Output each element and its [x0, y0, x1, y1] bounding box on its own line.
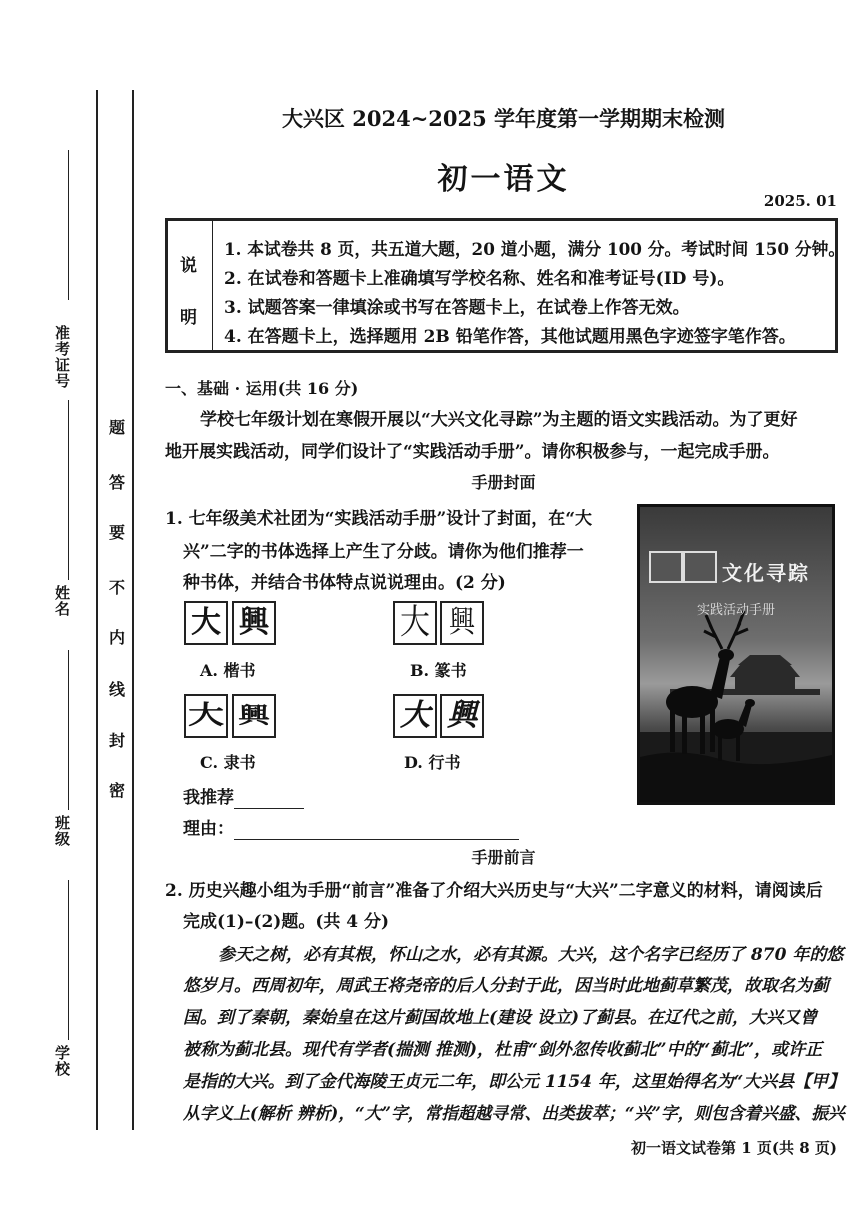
reason-label: 理由：: [183, 819, 234, 839]
seal-char: 线: [108, 680, 125, 699]
instructions-label-bottom: 明: [180, 308, 197, 328]
recommend-field: [183, 783, 304, 809]
seal-char: 题: [108, 418, 125, 437]
seal-char: 要: [108, 523, 125, 542]
question-1-text: 种书体，并结合书体特点说说理由。(2 分): [183, 573, 506, 593]
seal-char: 内: [108, 628, 125, 647]
calligraphy-sample-xing: 興: [232, 694, 276, 738]
seal-char: 密: [108, 781, 125, 800]
reason-field: [183, 814, 519, 840]
option-d-label: D. 行书: [404, 753, 461, 772]
option-a-label: A. 楷书: [200, 661, 256, 680]
binding-border-outer: [96, 90, 98, 1130]
passage-line: 是指的大兴。到了金代海陵王贞元二年，即公元 1154 年，这里始得名为“大兴县【甲】: [183, 1072, 845, 1092]
cover-illustration: [640, 507, 832, 802]
admission-number-line-lower: [68, 400, 69, 580]
passage-line: 悠岁月。西周初年，周武王将尧帝的后人分封于此，因当时此地蓟草繁茂，故取名为蓟: [183, 976, 829, 996]
instruction-item: 1. 本试卷共 8 页，共五道大题，20 道小题，满分 100 分。考试时间 150 分钟。: [224, 240, 846, 260]
name-label: 姓名: [53, 585, 71, 617]
seal-char: 不: [108, 578, 125, 597]
instructions-label-cell: [168, 221, 213, 350]
calligraphy-sample-da: 大: [393, 601, 437, 645]
passage-line: 从字义上(解析 辨析)，“大”字，常指超越寻常、出类拔萃；“兴”字，则包含着兴盛、振兴: [183, 1104, 845, 1124]
name-line: [68, 650, 69, 810]
instruction-item: 3. 试题答案一律填涂或书写在答题卡上，在试卷上作答无效。: [224, 298, 690, 318]
school-label: 学校: [53, 1045, 71, 1077]
question-2-text: 2. 历史兴趣小组为手册“前言”准备了介绍大兴历史与“大兴”二字意义的材料，请阅读后: [165, 881, 823, 901]
intro-paragraph-line: 学校七年级计划在寒假开展以“大兴文化寻踪”为主题的语文实践活动。为了更好: [200, 410, 798, 430]
calligraphy-sample-da: 大: [184, 601, 228, 645]
reason-blank[interactable]: [234, 819, 519, 840]
exam-date: 2025. 01: [763, 192, 837, 210]
handbook-cover-image: [637, 504, 835, 805]
subsection-title: 手册封面: [471, 473, 536, 492]
calligraphy-sample-xing: 興: [232, 601, 276, 645]
admission-number-label: 准考证号: [53, 325, 71, 389]
cover-subtitle: 实践活动手册: [696, 603, 775, 618]
cover-title: 文化寻踪: [722, 561, 810, 585]
section-heading: 一、基础 · 运用(共 16 分): [165, 379, 359, 398]
recommend-blank[interactable]: [234, 788, 304, 809]
instruction-item: 4. 在答题卡上，选择题用 2B 铅笔作答，其他试题用黑色字迹签字笔作答。: [224, 327, 796, 347]
calligraphy-sample-xing: 興: [440, 694, 484, 738]
seal-char: 答: [108, 473, 125, 492]
seal-char: 封: [108, 731, 125, 750]
binding-border-inner: [132, 90, 134, 1130]
calligraphy-sample-da: 大: [393, 694, 437, 738]
instructions-box: [165, 218, 846, 353]
passage-line: 参天之树，必有其根，怀山之水，必有其源。大兴，这个名字已经历了 870 年的悠: [218, 945, 844, 965]
question-1-text: 1. 七年级美术社团为“实践活动手册”设计了封面，在“大: [165, 509, 592, 529]
calligraphy-sample-da: 大: [184, 694, 228, 738]
option-b-label: B. 篆书: [410, 661, 467, 680]
class-label: 班级: [53, 815, 71, 847]
intro-paragraph-line: 地开展实践活动，同学们设计了“实践活动手册”。请你积极参与，一起完成手册。: [165, 442, 780, 462]
calligraphy-sample-xing: 興: [440, 601, 484, 645]
page-footer: 初一语文试卷第 1 页(共 8 页): [631, 1139, 837, 1157]
instruction-item: 2. 在试卷和答题卡上准确填写学校名称、姓名和准考证号(ID 号)。: [224, 269, 735, 289]
exam-title: 大兴区 2024~2025 学年度第一学期期末检测: [281, 106, 726, 131]
subject-title: 初一语文: [437, 162, 570, 197]
question-1-text: 兴”二字的书体选择上产生了分歧。请你为他们推荐一: [183, 542, 584, 562]
class-line: [68, 880, 69, 1040]
recommend-label: 我推荐: [183, 788, 234, 808]
passage-line: 被称为蓟北县。现代有学者(揣测 推测)，杜甫“剑外忽传收蓟北”中的“蓟北”，或许正: [183, 1040, 823, 1060]
subsection-title: 手册前言: [471, 848, 536, 867]
passage-line: 国。到了秦朝，秦始皇在这片蓟国故地上(建设 设立)了蓟县。在辽代之前，大兴又曾: [183, 1008, 818, 1028]
question-2-text: 完成(1)–(2)题。(共 4 分): [183, 912, 390, 932]
instructions-label-top: 说: [180, 256, 197, 276]
option-c-label: C. 隶书: [200, 753, 256, 772]
